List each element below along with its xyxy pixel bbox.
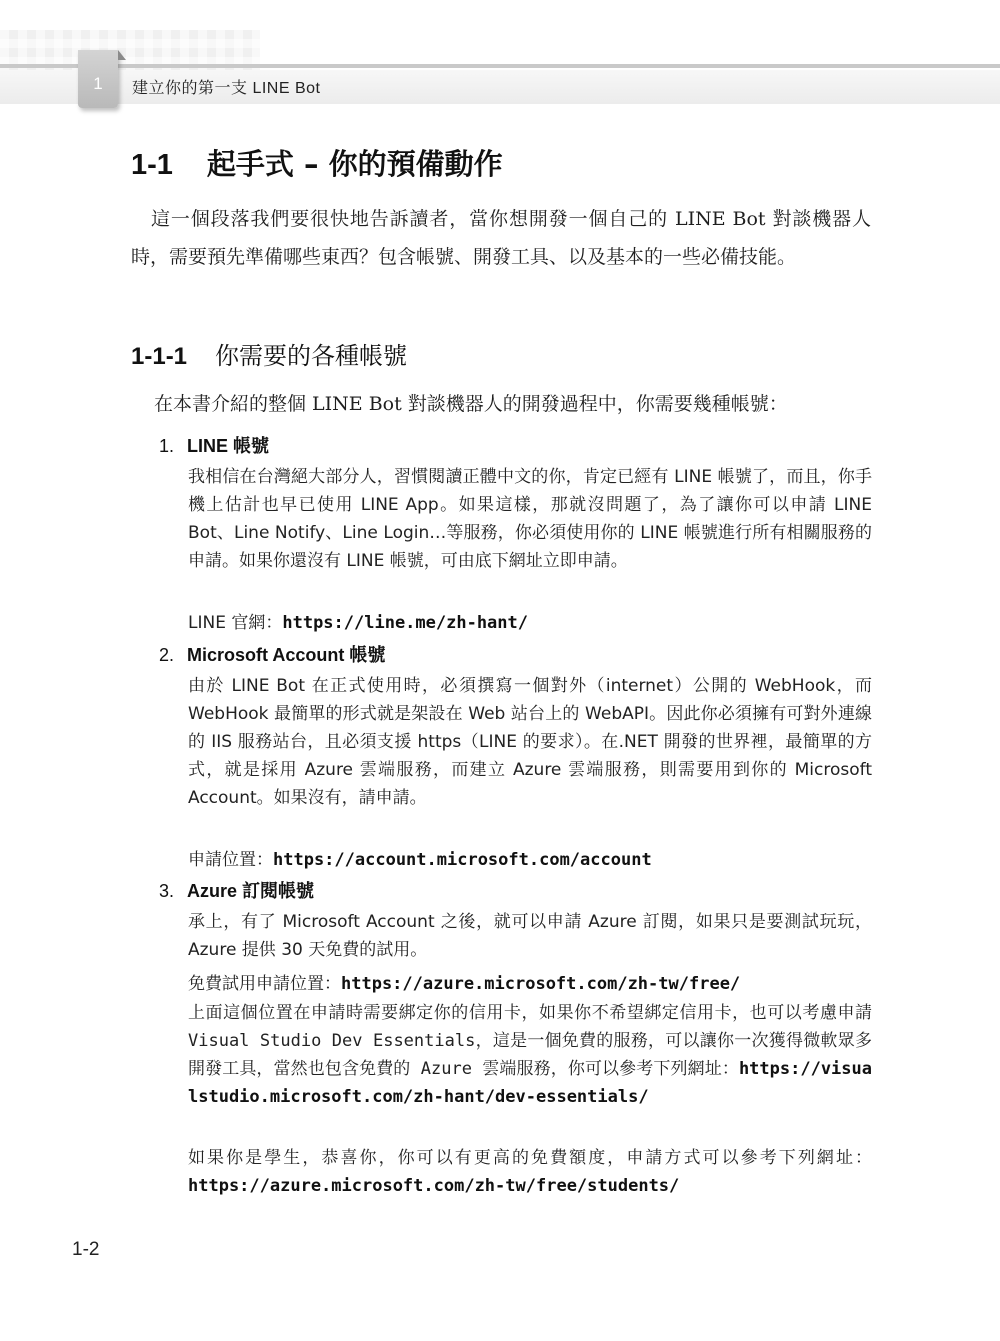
list-item-body: 我相信在台灣絕大部分人，習慣閱讀正體中文的你，肯定已經有 LINE 帳號了，而且，你手機上估計也早已使用 LINE App。如果這樣，那就沒問題了，為了讓你可以申請 LINE Bot、Line Notify、Line Login…等服務，你必須使用你的 LINE 帳號進行所有相關服務的申請。如果你還沒有 LINE 帳號，可由底下網址立即申請。 — [188, 467, 872, 571]
product-name: Azure — [410, 1059, 483, 1079]
page-number: 1-2 — [72, 1239, 100, 1260]
url-line — [188, 845, 652, 870]
list-item-heading — [159, 432, 269, 458]
subsection-heading — [131, 336, 407, 371]
list-item-heading — [159, 641, 385, 667]
section-title: 起手式 – 你的預備動作 — [206, 147, 503, 181]
url-link[interactable]: https://account.microsoft.com/account — [273, 850, 652, 870]
chapter-title: 建立你的第一支 LINE Bot — [132, 80, 321, 97]
url-link[interactable]: https://azure.microsoft.com/zh-tw/free/ — [341, 974, 741, 994]
list-item-number: 2. — [159, 645, 175, 665]
list-item-note: 如果你是學生，恭喜你，你可以有更高的免費額度，申請方式可以參考下列網址：https://azure.microsoft.com/zh-tw/free/students/ — [188, 1148, 872, 1196]
url-line — [188, 969, 740, 994]
subsection-number: 1-1-1 — [131, 343, 188, 370]
url-link[interactable]: https://line.me/zh-hant/ — [282, 613, 528, 633]
list-item-heading — [159, 877, 314, 903]
section-intro: 這一個段落我們要很快地告訴讀者，當你想開發一個自己的 LINE Bot 對談機器人時，需要預先準備哪些東西？包含帳號、開發工具、以及基本的一些必備技能。 — [131, 208, 871, 268]
subsection-lead: 在本書介紹的整個 LINE Bot 對談機器人的開發過程中，你需要幾種帳號： — [154, 393, 788, 415]
list-item-title: LINE 帳號 — [187, 436, 270, 456]
url-label: 申請位置： — [188, 850, 273, 870]
list-item-title: Azure 訂閱帳號 — [187, 881, 315, 901]
section-heading — [131, 142, 503, 183]
subsection-title: 你需要的各種帳號 — [215, 342, 408, 370]
header-rule — [0, 64, 1000, 68]
url-line — [188, 608, 528, 633]
chapter-tab — [78, 50, 118, 108]
list-item-number: 3. — [159, 881, 175, 901]
url-link[interactable]: https://visualstudio.microsoft.com/zh-hant/dev-essentials/ — [188, 1059, 872, 1107]
list-item-body: 由於 LINE Bot 在正式使用時，必須撰寫一個對外（internet）公開的 WebHook，而 WebHook 最簡單的形式就是架設在 Web 站台上的 WebAPI。因此你必須擁有可對外連線的 IIS 服務站台，且必須支援 https（LINE 的要求）。在.NET 開發的世界裡，最簡單的方式，就是採用 Azure 雲端服務，而建立 Azure 雲端服務，則需要用到你的 Microsoft Account。如果沒有，請申請。 — [188, 676, 872, 808]
url-label: 免費試用申請位置： — [188, 974, 341, 994]
list-item-title: Microsoft Account 帳號 — [187, 645, 386, 665]
list-item-note: 上面這個位置在申請時需要綁定你的信用卡，如果你不希望綁定信用卡，也可以考慮申請 Visual Studio Dev Essentials，這是一個免費的服務，可以讓你一次獲得微軟眾多開發工具，當然也包含免費的 Azure 雲端服務，你可以參考下列網址：https://visualstudio.microsoft.com/zh-hant/dev-essentials/ — [188, 1003, 873, 1107]
url-label: LINE 官網： — [188, 613, 283, 633]
list-item-number: 1. — [159, 436, 175, 456]
list-item-body: 承上，有了 Microsoft Account 之後，就可以申請 Azure 訂閱，如果只是要測試玩玩，Azure 提供 30 天免費的試用。 — [188, 912, 872, 960]
section-number: 1-1 — [131, 149, 173, 181]
chapter-number: 1 — [93, 74, 103, 93]
url-link[interactable]: https://azure.microsoft.com/zh-tw/free/students/ — [188, 1176, 680, 1196]
product-name: Visual Studio Dev Essentials — [188, 1031, 476, 1051]
